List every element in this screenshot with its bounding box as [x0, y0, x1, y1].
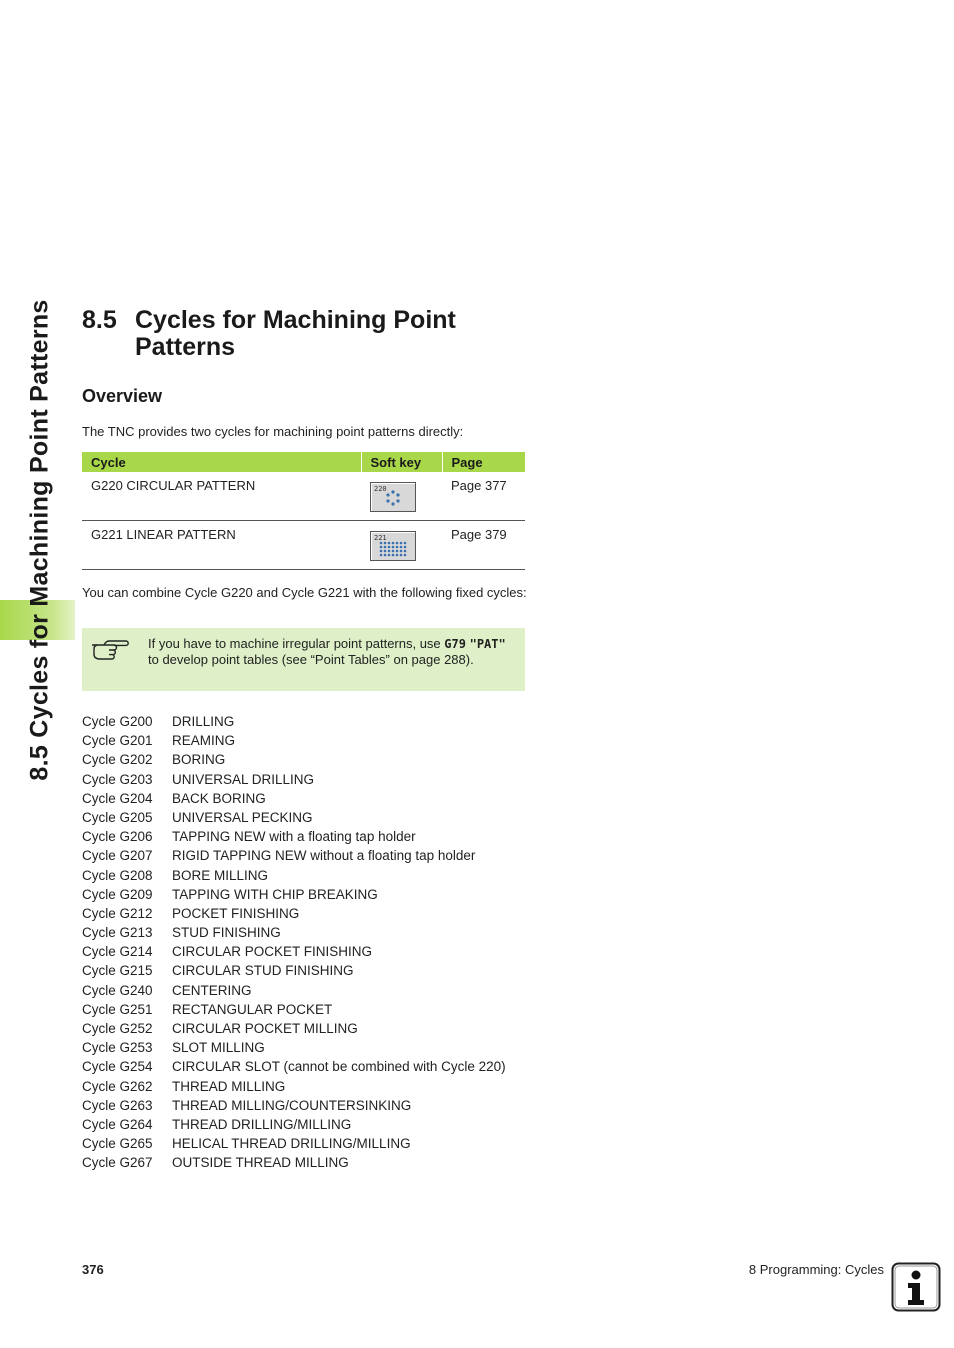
header-softkey: Soft key	[361, 452, 442, 472]
softkey-cell	[361, 472, 442, 521]
softkey-label: 221	[374, 534, 387, 542]
cycle-name: REAMING	[172, 733, 236, 749]
pointing-hand-icon	[90, 636, 130, 667]
table-row	[82, 472, 525, 521]
softkey-button-221[interactable]	[370, 531, 416, 561]
side-tab-title: 8.5 Cycles for Machining Point Patterns	[25, 299, 54, 781]
note-code-pat: "PAT"	[469, 637, 506, 651]
cycle-name: TAPPING WITH CHIP BREAKING	[172, 886, 378, 902]
list-item	[82, 1057, 506, 1076]
list-item	[82, 789, 506, 808]
cycle-code: Cycle G209	[82, 886, 153, 902]
note-text-before: If you have to machine irregular point patterns, use	[148, 636, 445, 651]
table-header-row	[82, 452, 525, 472]
list-item	[82, 1077, 506, 1096]
cycle-code: Cycle G265	[82, 1136, 153, 1152]
list-item	[82, 1115, 506, 1134]
cycle-name: SLOT MILLING	[172, 1040, 265, 1056]
cycle-name: CIRCULAR POCKET FINISHING	[172, 944, 373, 960]
list-item	[82, 731, 506, 750]
cycle-name: BORING	[172, 752, 226, 768]
list-item	[82, 961, 506, 980]
list-item	[82, 1096, 506, 1115]
cycle-name: CIRCULAR SLOT (cannot be combined with Cycle 220)	[172, 1059, 506, 1075]
cycle-name: CIRCULAR POCKET MILLING	[172, 1021, 358, 1036]
section-number: 8.5	[82, 306, 117, 334]
cycle-code: Cycle G200	[82, 714, 153, 729]
list-item	[82, 904, 506, 923]
cycle-code: Cycle G267	[82, 1155, 153, 1171]
cycle-name: DRILLING	[172, 714, 235, 729]
header-page: Page	[442, 452, 525, 472]
cycle-code: Cycle G215	[82, 963, 153, 979]
cycle-name: THREAD MILLING/COUNTERSINKING	[172, 1097, 412, 1113]
cycle-code: Cycle G253	[82, 1040, 153, 1056]
cycle-code: Cycle G240	[82, 982, 153, 998]
cycle-code: Cycle G264	[82, 1116, 153, 1132]
cycle-code: Cycle G208	[82, 867, 153, 883]
list-item	[82, 885, 506, 904]
overview-intro: The TNC provides two cycles for machining point patterns directly:	[82, 424, 464, 439]
cycle-name: RECTANGULAR POCKET	[172, 1001, 333, 1017]
list-item	[82, 981, 506, 1000]
cycle-name: HELICAL THREAD DRILLING/MILLING	[172, 1136, 411, 1152]
cycle-name: STUD FINISHING	[172, 925, 281, 941]
combine-text: You can combine Cycle G220 and Cycle G221 with the following fixed cycles:	[82, 585, 527, 600]
header-cycle: Cycle	[82, 452, 361, 472]
cycle-code: Cycle G251	[82, 1001, 153, 1017]
cycle-code: Cycle G214	[82, 944, 153, 960]
list-item	[82, 923, 506, 942]
list-item	[82, 1019, 506, 1038]
list-item	[82, 942, 506, 961]
cycle-code: Cycle G206	[82, 829, 153, 845]
cycle-code: Cycle G263	[82, 1097, 153, 1113]
list-item	[82, 770, 506, 789]
cycle-code: Cycle G205	[82, 809, 153, 825]
note-text	[148, 636, 518, 668]
list-item	[82, 712, 506, 731]
table-row	[82, 521, 525, 570]
list-item	[82, 866, 506, 885]
page-cell: Page 377	[442, 472, 525, 521]
note-text-after: to develop point tables (see “Point Tables” on page 288).	[148, 652, 474, 667]
cycle-name: BORE MILLING	[172, 867, 269, 883]
cycle-name: CIRCULAR STUD FINISHING	[172, 963, 354, 979]
overview-heading: Overview	[82, 386, 163, 406]
cycle-code: Cycle G254	[82, 1059, 153, 1075]
cycle-code: Cycle G204	[82, 790, 153, 806]
cycle-code: Cycle G203	[82, 771, 153, 787]
softkey-cell	[361, 521, 442, 570]
title-line-1: Cycles for Machining Point	[135, 306, 456, 334]
page-title	[82, 307, 542, 361]
cycle-name: POCKET FINISHING	[172, 905, 300, 921]
list-item	[82, 750, 506, 769]
cycle-code: Cycle G213	[82, 925, 153, 941]
cycle-code: Cycle G262	[82, 1078, 153, 1094]
info-icon[interactable]	[891, 1262, 941, 1312]
page-number: 376	[82, 1262, 104, 1277]
list-item	[82, 1134, 506, 1153]
note-code-g79: G79	[444, 637, 466, 651]
cycle-name: THREAD MILLING	[172, 1078, 286, 1094]
cycle-code: Cycle G252	[82, 1021, 153, 1036]
chapter-title: 8 Programming: Cycles	[748, 1262, 884, 1277]
note-box	[82, 628, 525, 691]
side-tab	[0, 0, 75, 1348]
cycle-code: Cycle G201	[82, 733, 153, 749]
cycle-name: CENTERING	[172, 982, 252, 998]
cycle-name: RIGID TAPPING NEW without a floating tap holder	[172, 848, 476, 864]
list-item	[82, 1153, 506, 1172]
cycle-code: Cycle G207	[82, 848, 153, 864]
softkey-label: 220	[374, 485, 387, 493]
cycle-name: OUTSIDE THREAD MILLING	[172, 1155, 349, 1171]
page-cell: Page 379	[442, 521, 525, 570]
cycle-code: Cycle G202	[82, 752, 153, 768]
list-item	[82, 808, 506, 827]
cycle-code: Cycle G212	[82, 905, 153, 921]
cycle-name-cell: G221 LINEAR PATTERN	[82, 521, 361, 570]
cycle-name: THREAD DRILLING/MILLING	[172, 1116, 352, 1132]
cycle-name: UNIVERSAL PECKING	[172, 809, 313, 825]
cycle-list	[82, 712, 506, 1173]
list-item	[82, 1000, 506, 1019]
cycle-name: UNIVERSAL DRILLING	[172, 771, 315, 787]
list-item	[82, 827, 506, 846]
list-item	[82, 846, 506, 865]
cycle-name: BACK BORING	[172, 790, 266, 806]
cycles-table	[82, 452, 525, 570]
list-item	[82, 1038, 506, 1057]
title-line-2: Patterns	[135, 333, 236, 361]
cycle-name-cell: G220 CIRCULAR PATTERN	[82, 472, 361, 521]
cycle-name: TAPPING NEW with a floating tap holder	[172, 829, 416, 845]
softkey-button-220[interactable]	[370, 482, 416, 512]
